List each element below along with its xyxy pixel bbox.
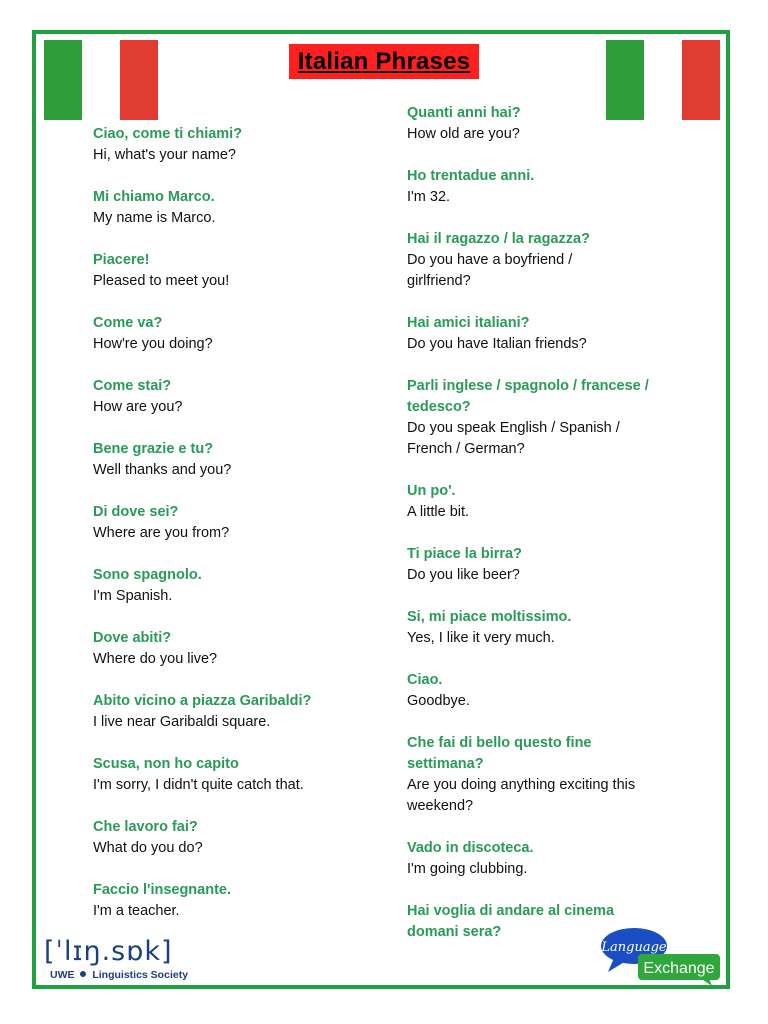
language-exchange-logo: [600, 926, 726, 986]
phrase-item: [93, 439, 393, 481]
english-translation: My name is Marco.: [93, 210, 216, 226]
english-translation: A little bit.: [407, 504, 470, 520]
english-translation: girlfriend?: [407, 273, 471, 289]
english-translation: Do you like beer?: [407, 567, 520, 583]
page-title: Italian Phrases: [297, 47, 471, 75]
english-translation: How're you doing?: [93, 336, 213, 352]
uwe-label: UWE: [50, 969, 75, 981]
phrase-item: [407, 166, 697, 208]
dot-icon: [80, 971, 86, 977]
italian-phrase: tedesco?: [407, 399, 471, 415]
italian-phrase: Hai voglia di andare al cinema: [407, 903, 615, 919]
linguistics-society-logo: [44, 936, 204, 984]
phrase-item: [93, 754, 393, 796]
english-translation: Pleased to meet you!: [93, 273, 230, 289]
italian-phrase: Abito vicino a piazza Garibaldi?: [93, 693, 312, 709]
english-translation: Do you have a boyfriend /: [407, 252, 573, 268]
lx-top-text: Language: [601, 940, 667, 955]
english-translation: How old are you?: [407, 126, 520, 142]
title-banner: [289, 44, 479, 79]
english-translation: Are you doing anything exciting this: [407, 777, 636, 793]
phrase-item: [93, 376, 393, 418]
english-translation: Yes, I like it very much.: [407, 630, 555, 646]
italian-phrase: settimana?: [407, 756, 484, 772]
ipa-logo-text: [ˈlɪŋ.sɒk]: [44, 936, 173, 967]
phrase-item: [407, 376, 697, 460]
italian-phrase: Ciao, come ti chiami?: [93, 126, 243, 142]
italian-phrase: Ho trentadue anni.: [407, 168, 535, 184]
english-translation: Goodbye.: [407, 693, 470, 709]
english-translation: I'm going clubbing.: [407, 861, 528, 877]
italian-phrase: Un po'.: [407, 483, 456, 499]
phrase-item: [93, 250, 393, 292]
english-translation: French / German?: [407, 441, 525, 457]
italian-phrase: domani sera?: [407, 924, 502, 940]
phrase-item: [93, 880, 393, 922]
italian-phrase: Dove abiti?: [93, 630, 172, 646]
phrase-item: [407, 229, 697, 292]
italian-phrase: Bene grazie e tu?: [93, 441, 214, 457]
english-translation: How are you?: [93, 399, 183, 415]
phrase-item: [407, 313, 697, 355]
lx-bottom-text: Exchange: [643, 960, 715, 977]
english-translation: Hi, what's your name?: [93, 147, 236, 163]
phrase-item: [93, 565, 393, 607]
italian-phrase: Piacere!: [93, 252, 150, 268]
phrase-item: [407, 733, 697, 817]
english-translation: Do you have Italian friends?: [407, 336, 587, 352]
phrase-item: [93, 502, 393, 544]
english-translation: Do you speak English / Spanish /: [407, 420, 620, 436]
italian-phrase: Ciao.: [407, 672, 443, 688]
english-translation: I'm sorry, I didn't quite catch that.: [93, 777, 304, 793]
phrase-item: [407, 103, 697, 145]
italian-phrase: Ti piace la birra?: [407, 546, 522, 562]
italian-phrase: Sono spagnolo.: [93, 567, 202, 583]
italian-phrase: Faccio l'insegnante.: [93, 882, 232, 898]
phrase-item: [407, 481, 697, 523]
phrase-item: [93, 691, 393, 733]
english-translation: I'm 32.: [407, 189, 451, 205]
ipa-logo-subtitle: [50, 969, 188, 981]
italian-phrase: Parli inglese / spagnolo / francese /: [407, 378, 649, 394]
italian-phrase: Che fai di bello questo fine: [407, 735, 592, 751]
phrase-item: [93, 187, 393, 229]
italian-phrase: Come stai?: [93, 378, 172, 394]
phrase-item: [407, 838, 697, 880]
italian-phrase: Vado in discoteca.: [407, 840, 534, 856]
phrase-item: [407, 544, 697, 586]
italian-phrase: Hai amici italiani?: [407, 315, 530, 331]
italian-phrase: Di dove sei?: [93, 504, 179, 520]
italian-phrase: Mi chiamo Marco.: [93, 189, 215, 205]
italian-phrase: Hai il ragazzo / la ragazza?: [407, 231, 590, 247]
italian-phrase: Si, mi piace moltissimo.: [407, 609, 572, 625]
phrase-item: [93, 817, 393, 859]
phrase-item: [407, 670, 697, 712]
italian-phrase: Come va?: [93, 315, 163, 331]
phrase-column-left: [93, 124, 393, 943]
italian-phrase: Quanti anni hai?: [407, 105, 521, 121]
phrase-item: [93, 628, 393, 670]
english-translation: Where are you from?: [93, 525, 230, 541]
english-translation: I'm Spanish.: [93, 588, 173, 604]
english-translation: weekend?: [407, 798, 474, 814]
english-translation: What do you do?: [93, 840, 203, 856]
english-translation: Where do you live?: [93, 651, 218, 667]
italian-flag-left: [44, 40, 158, 120]
english-translation: Well thanks and you?: [93, 462, 232, 478]
phrase-item: [93, 313, 393, 355]
english-translation: I'm a teacher.: [93, 903, 180, 919]
society-label: Linguistics Society: [92, 969, 189, 981]
phrase-item: [93, 124, 393, 166]
italian-phrase: Che lavoro fai?: [93, 819, 198, 835]
phrase-item: [407, 607, 697, 649]
italian-phrase: Scusa, non ho capito: [93, 756, 239, 772]
english-translation: I live near Garibaldi square.: [93, 714, 271, 730]
phrase-column-right: [407, 103, 697, 964]
